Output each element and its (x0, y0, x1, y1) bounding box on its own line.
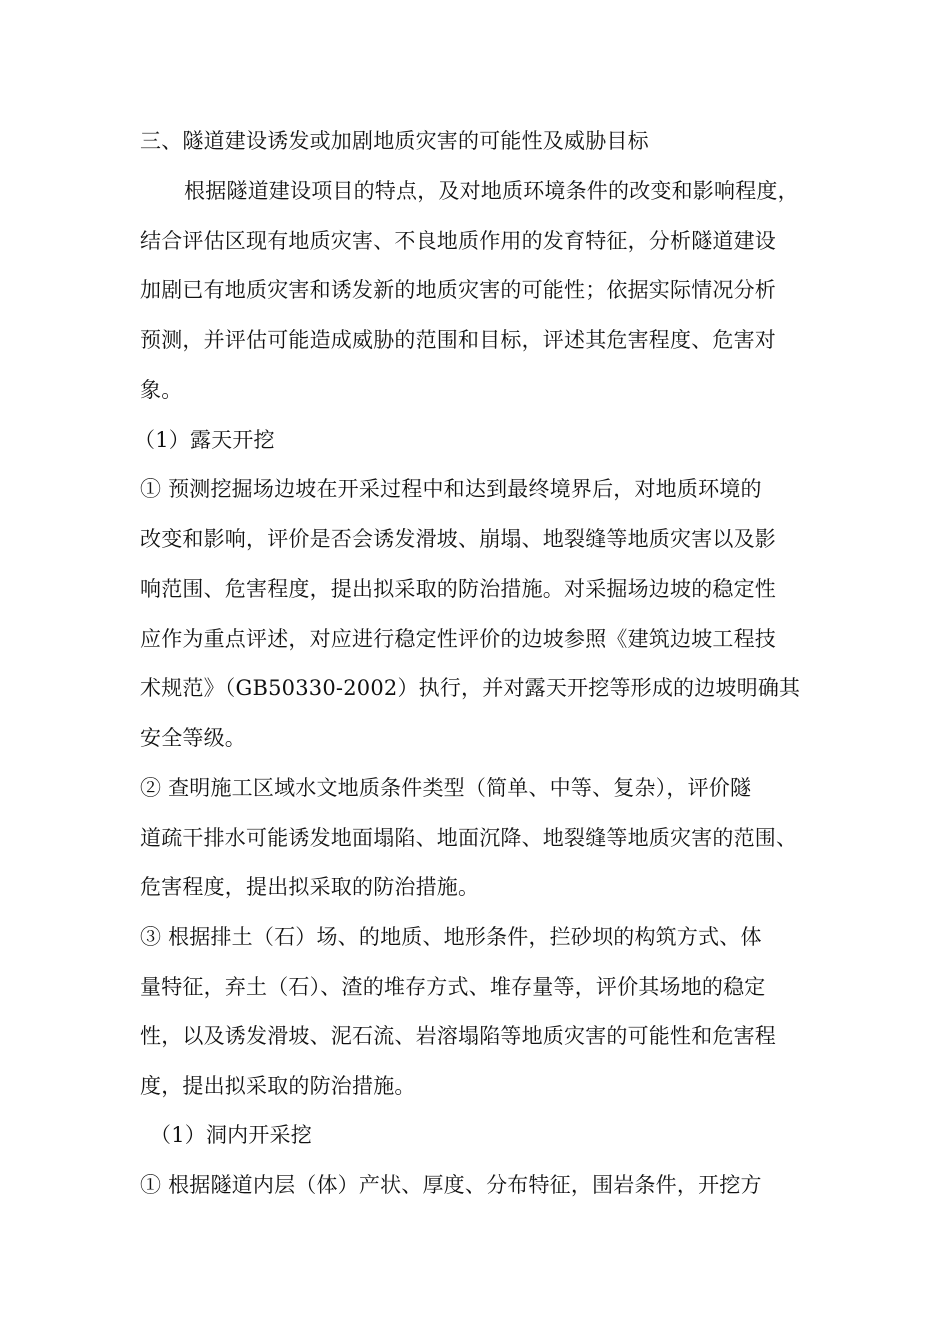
list-item-line: ① 根据隧道内层（体）产状、厚度、分布特征，围岩条件，开挖方 (140, 1173, 762, 1197)
list-item-line: 性，以及诱发滑坡、泥石流、岩溶塌陷等地质灾害的可能性和危害程 (140, 1024, 776, 1048)
paragraph-line: 结合评估区现有地质灾害、不良地质作用的发育特征，分析隧道建设 (140, 229, 776, 253)
paragraph-line: 象。 (140, 378, 183, 402)
list-item-line: 危害程度，提出拟采取的防治措施。 (140, 875, 480, 899)
list-item-line: 术规范》（GB50330-2002）执行，并对露天开挖等形成的边坡明确其 (140, 676, 801, 700)
list-item-line: ② 查明施工区域水文地质条件类型（简单、中等、复杂），评价隧 (140, 776, 752, 800)
paragraph-line: 根据隧道建设项目的特点，及对地质环境条件的改变和影响程度， (184, 179, 799, 203)
subsection-heading: （1）露天开挖 (134, 428, 275, 452)
list-item-line: 应作为重点评述，对应进行稳定性评价的边坡参照《建筑边坡工程技 (140, 627, 776, 651)
list-item-line: 量特征，弃土（石）、渣的堆存方式、堆存量等，评价其场地的稳定 (140, 975, 766, 999)
list-item-line: ③ 根据排土（石）场、的地质、地形条件，拦砂坝的构筑方式、体 (140, 925, 762, 949)
list-item-line: 度，提出拟采取的防治措施。 (140, 1074, 416, 1098)
list-item-line: 改变和影响，评价是否会诱发滑坡、崩塌、地裂缝等地质灾害以及影 (140, 527, 776, 551)
list-item-line: 响范围、危害程度，提出拟采取的防治措施。对采掘场边坡的稳定性 (140, 577, 776, 601)
section-heading: 三、隧道建设诱发或加剧地质灾害的可能性及威胁目标 (140, 129, 649, 153)
paragraph-line: 加剧已有地质灾害和诱发新的地质灾害的可能性；依据实际情况分析 (140, 278, 776, 302)
list-item-line: ① 预测挖掘场边坡在开采过程中和达到最终境界后，对地质环境的 (140, 477, 762, 501)
list-item-line: 安全等级。 (140, 726, 246, 750)
subsection-heading: （1）洞内开采挖 (150, 1123, 312, 1147)
list-item-line: 道疏干排水可能诱发地面塌陷、地面沉降、地裂缝等地质灾害的范围、 (140, 826, 798, 850)
paragraph-line: 预测，并评估可能造成威胁的范围和目标，评述其危害程度、危害对 (140, 328, 776, 352)
